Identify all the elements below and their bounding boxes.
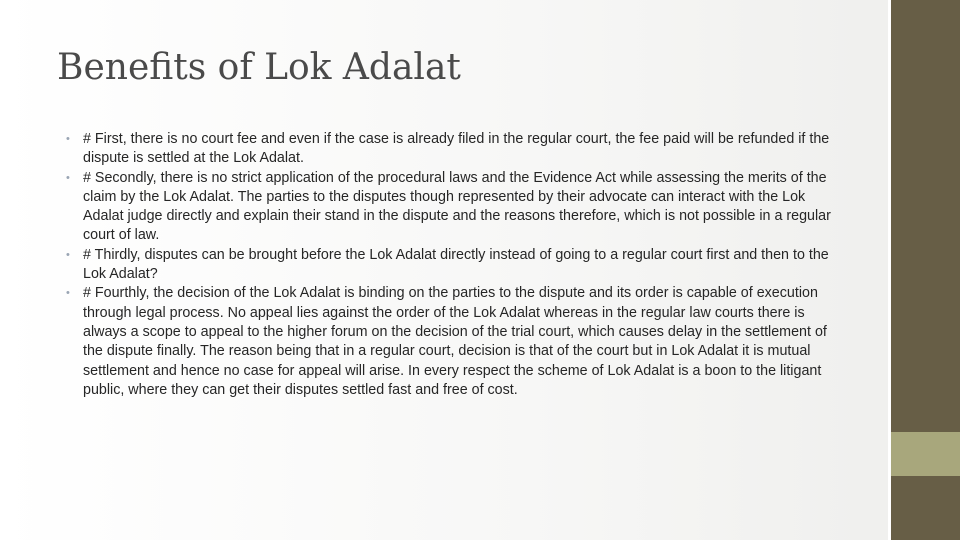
bullet-text: # Secondly, there is no strict application of the procedural laws and the Evidence Act while assessing the merits of the claim by the Lok Adalat. The parties to the disputes though represented by their advocate can interact with the Lok Adalat judge directly and explain their stand in the dispute and the reasons therefore, which is not possible in a regular court of law.	[83, 169, 831, 244]
side-accent-block	[891, 432, 960, 476]
bullet-item-secondly	[66, 169, 848, 246]
bullet-marker: •	[66, 248, 70, 261]
bullet-item-thirdly	[66, 246, 848, 285]
bullet-marker: •	[66, 133, 70, 145]
bullet-text: # First, there is no court fee and even if the case is already filed in the regular court, the fee paid will be refunded if the dispute is settled at the Lok Adalat.	[83, 131, 830, 167]
bullet-marker: •	[66, 287, 70, 300]
bullet-text: # Thirdly, disputes can be brought before the Lok Adalat directly instead of going to a regular court first and then to the Lok Adalat?	[83, 246, 829, 283]
bullet-item-fourthly	[66, 284, 848, 400]
slide-title: Benefits of Lok Adalat	[57, 47, 461, 88]
bullet-text: # Fourthly, the decision of the Lok Adalat is binding on the parties to the dispute and its order is capable of execution through legal process. No appeal lies against the order of the Lok Adalat whereas in the regular law courts there is always a scope to appeal to the higher forum on the decision of the trial court, which causes delay in the settlement of the dispute finally. The reason being that in a regular court, decision is that of the court but in Lok Adalat it is mutual settlement and hence no case for appeal will arise. In every respect the scheme of Lok Adalat is a boon to the litigant public, where they can get their disputes settled fast and free of cost.	[83, 285, 827, 398]
bullet-list	[66, 130, 848, 400]
bullet-marker: •	[66, 171, 70, 184]
bullet-item-first	[66, 130, 848, 169]
